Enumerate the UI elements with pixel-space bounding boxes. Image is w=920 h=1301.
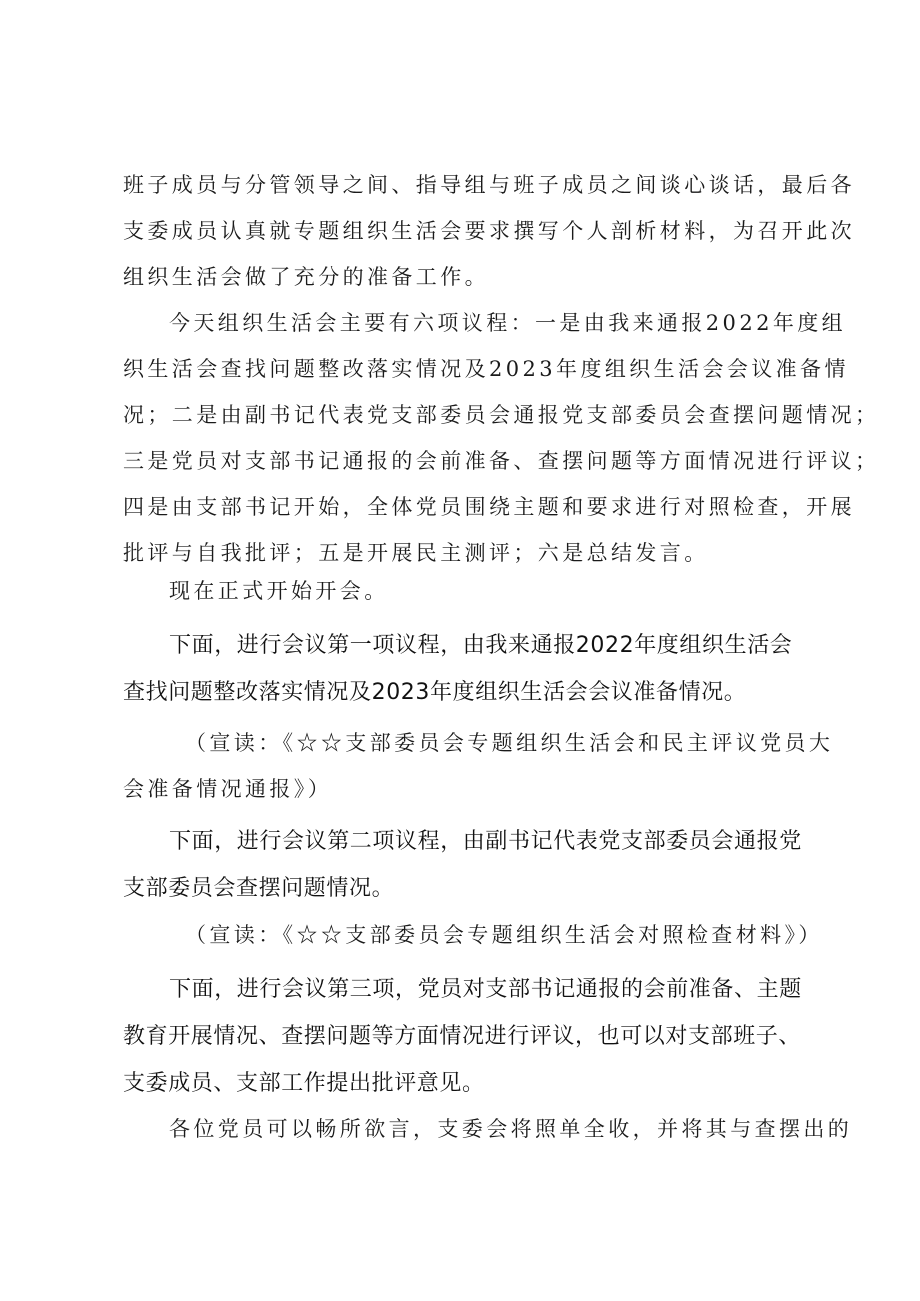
text-line: 批评与自我批评；五是开展民主测评；六是总结发言。 [123, 541, 709, 565]
text-line: 支部委员会查摆问题情况。 [123, 876, 395, 901]
text-line: （宣读：《☆☆支部委员会专题组织生活会对照检查材料》） [185, 923, 823, 947]
text-line: 下面，进行会议第三项，党员对支部书记通报的会前准备、主题 [169, 977, 802, 1002]
paragraph-agenda-item-1 [123, 622, 813, 716]
paragraph-reading-note-2 [123, 912, 875, 958]
text-line: 三是党员对支部书记通报的会前准备、查摆问题等方面情况进行评议； [123, 449, 880, 473]
text-line: 下面，进行会议第一项议程，由我来通报2022年度组织生活会 [169, 633, 793, 658]
text-line: 会准备情况通报》） [123, 777, 333, 801]
text-line: 支委成员、支部工作提出批评意见。 [123, 1071, 485, 1096]
paragraph-open-discussion [123, 1106, 853, 1152]
text-line: 班子成员与分管领导之间、指导组与班子成员之间谈心谈话，最后各 [123, 173, 855, 197]
text-line: 况；二是由副书记代表党支部委员会通报党支部委员会查摆问题情况； [123, 403, 880, 427]
text-line: 下面，进行会议第二项议程，由副书记代表党支部委员会通报党 [169, 829, 802, 854]
text-line: 组织生活会做了充分的准备工作。 [123, 265, 489, 289]
paragraph-talks-preparation [123, 162, 855, 300]
paragraph-meeting-start [123, 568, 813, 614]
text-line: 教育开展情况、查摆问题等方面情况进行评议，也可以对支部班子、 [123, 1024, 802, 1049]
text-line: 支委成员认真就专题组织生活会要求撰写个人剖析材料，为召开此次 [123, 219, 855, 243]
paragraph-agenda-item-3 [123, 966, 813, 1107]
text-line: 各位党员可以畅所欲言，支委会将照单全收，并将其与查摆出的 [169, 1117, 853, 1141]
paragraph-agenda-item-2 [123, 818, 813, 912]
text-line: 织生活会查找问题整改落实情况及2023年度组织生活会会议准备情 [123, 357, 849, 381]
text-line: （宣读：《☆☆支部委员会专题组织生活会和民主评议党员大 [185, 731, 834, 755]
text-line: 查找问题整改落实情况及2023年度组织生活会会议准备情况。 [123, 680, 747, 705]
text-line: 现在正式开始开会。 [169, 579, 389, 603]
text-line: 今天组织生活会主要有六项议程：一是由我来通报2022年度组 [169, 311, 847, 335]
paragraph-agenda-overview [123, 300, 880, 576]
paragraph-reading-note-1 [123, 720, 834, 812]
text-line: 四是由支部书记开始，全体党员围绕主题和要求进行对照检查，开展 [123, 495, 855, 519]
